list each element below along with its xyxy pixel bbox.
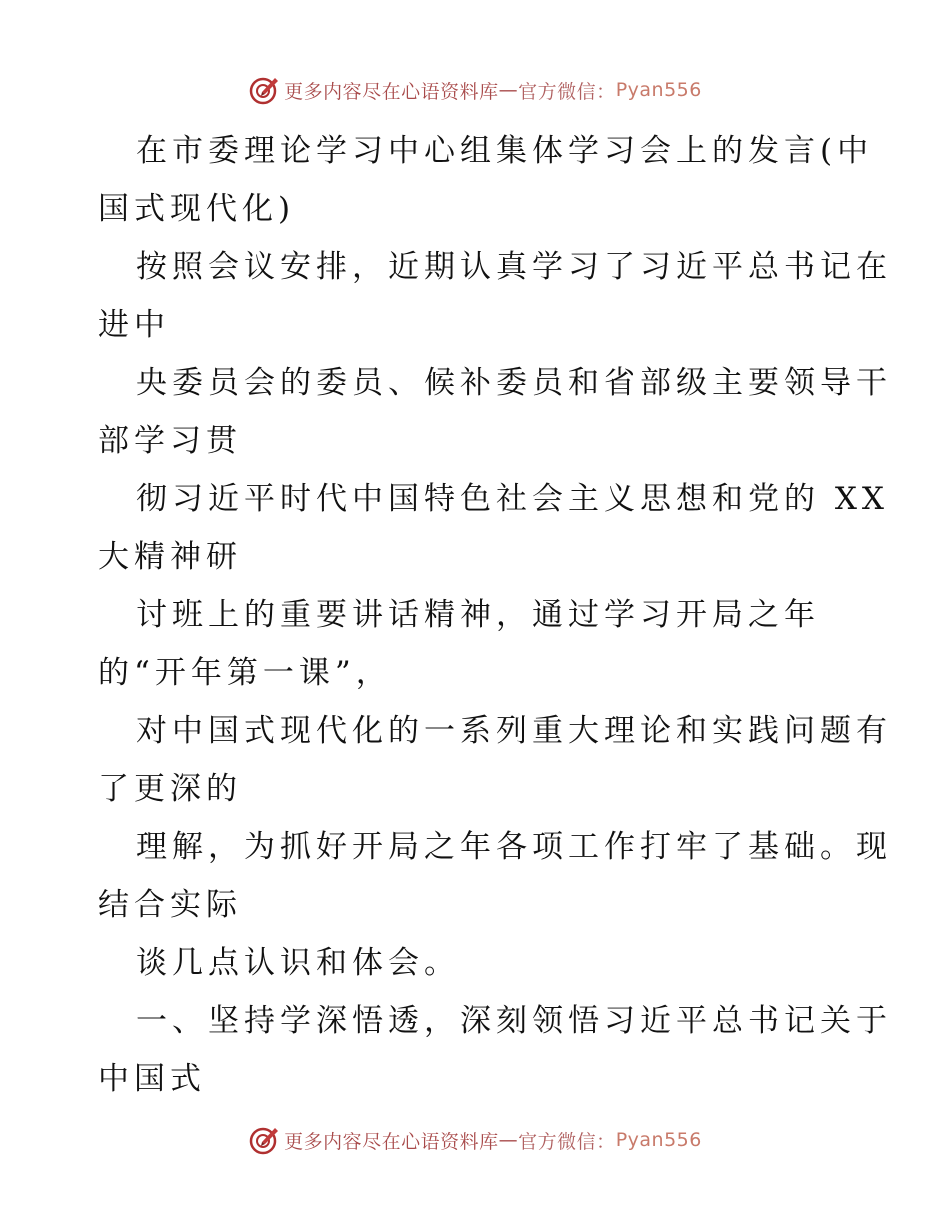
watermark-separator: — [498,1129,519,1151]
paragraph-line: 进中 [98,307,170,343]
paragraph-line: 对中国式现代化的一系列重大理论和实践问题有 [136,713,892,749]
paragraph-line: 国式现代化) [98,191,296,227]
paragraph-line: 按照会议安排，近期认真学习了习近平总书记在 [136,249,892,285]
section-heading-line: 中国式 [98,1061,206,1097]
watermark-separator: — [498,79,519,101]
watermark-label: 官方微信： [518,1130,616,1153]
paragraph-line: 部学习贯 [98,423,242,459]
paragraph-line: 理解，为抓好开局之年各项工作打牢了基础。现 [136,829,892,865]
header-watermark [0,70,950,110]
watermark-brand: 更多内容尽在心语资料库 [284,80,499,103]
paragraph-line: 央委员会的委员、候补委员和省部级主要领导干 [136,365,892,401]
watermark-wechat-id: Pyan556 [615,1129,702,1151]
watermark-label: 官方微信： [518,80,616,103]
watermark-brand: 更多内容尽在心语资料库 [284,1130,499,1153]
paragraph-line: 彻习近平时代中国特色社会主义思想和党的 XX [136,481,889,517]
paragraph-line: 讨班上的重要讲话精神，通过学习开局之年 [136,597,820,633]
paragraph-line: 谈几点认识和体会。 [136,945,460,981]
watermark-wechat-id: Pyan556 [615,79,702,101]
paragraph-line: 结合实际 [98,887,242,923]
paragraph-line: 在市委理论学习中心组集体学习会上的发言(中 [136,133,874,169]
paragraph-line: 了更深的 [98,771,242,807]
pen-logo-icon [248,74,280,106]
paragraph-line: 的“开年第一课”， [98,655,392,691]
section-heading-line: 一、坚持学深悟透，深刻领悟习近平总书记关于 [136,1003,892,1039]
footer-watermark [0,1120,950,1160]
pen-logo-icon [248,1124,280,1156]
paragraph-line: 大精神研 [98,539,242,575]
document-body [98,122,892,1108]
